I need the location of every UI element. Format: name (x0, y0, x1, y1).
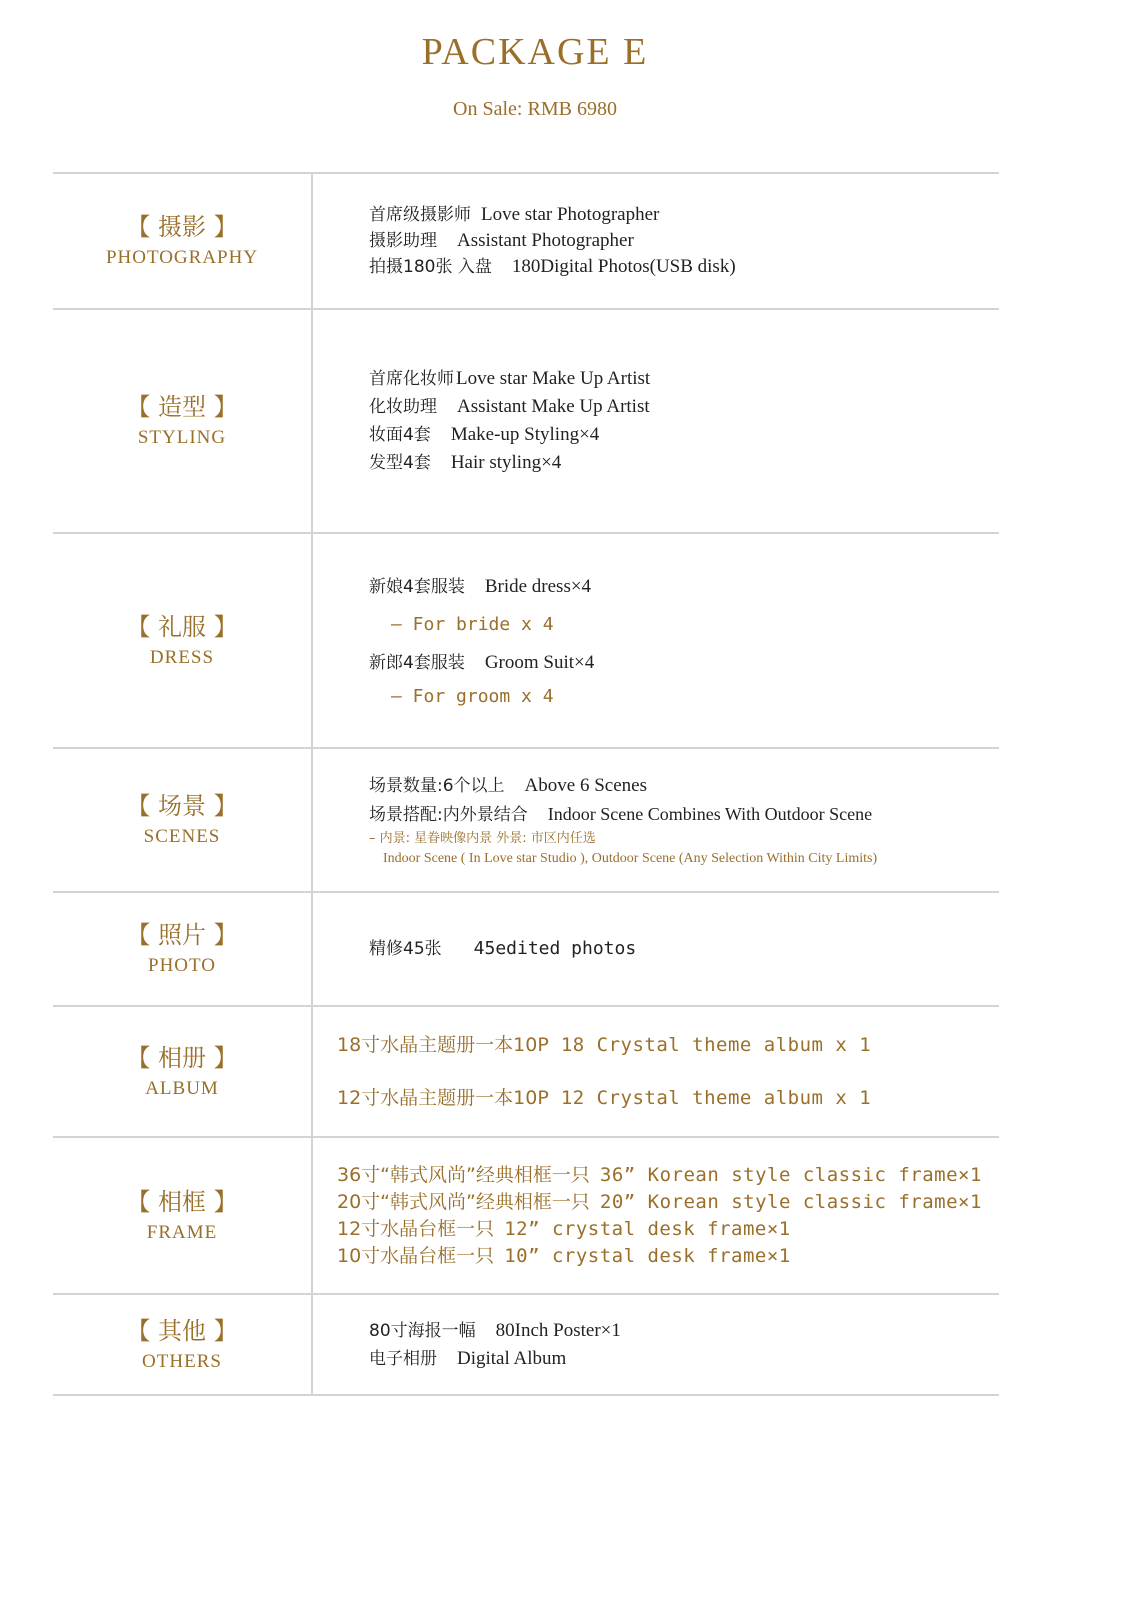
category-cn: 【 场景 】 (126, 792, 238, 820)
category-en: SCENES (143, 826, 221, 847)
label-cell (53, 1138, 313, 1293)
list-item: 18寸水晶主题册一本10P 18 Crystal theme album x 1 (337, 1033, 872, 1056)
price-subtitle: On Sale: RMB 6980 (453, 98, 617, 120)
category-cn: 【 相册 】 (126, 1043, 238, 1072)
category-cn: 【 相框 】 (126, 1187, 238, 1216)
list-item: 12寸水晶主题册一本10P 12 Crystal theme album x 1 (337, 1086, 872, 1109)
list-item: 发型4套 Hair styling×4 (369, 452, 562, 473)
list-item: – For groom x 4 (391, 685, 554, 707)
label-cell (53, 1007, 313, 1136)
list-item: 电子相册 Digital Album (369, 1347, 567, 1369)
content-cell (313, 174, 999, 308)
category-cn: 【 礼服 】 (126, 612, 238, 641)
list-item: 妆面4套 Make-up Styling×4 (369, 424, 600, 445)
row-others (53, 1295, 999, 1396)
list-item: 首席级摄影师 Love star Photographer (369, 204, 660, 225)
list-item: 新郎4套服装 Groom Suit×4 (369, 651, 595, 673)
list-item: 12寸水晶台框一只 12” crystal desk frame×1 (337, 1217, 791, 1240)
label-cell (53, 1295, 313, 1394)
category-en: ALBUM (145, 1077, 219, 1099)
list-item: 36寸“韩式风尚”经典相框一只 36” Korean style classic frame×1 (337, 1163, 982, 1186)
row-scenes (53, 749, 999, 893)
row-frame (53, 1138, 999, 1295)
row-dress (53, 534, 999, 749)
label-cell (53, 174, 313, 308)
label-cell (53, 310, 313, 532)
category-en: FRAME (146, 1221, 218, 1243)
label-cell (53, 749, 313, 891)
list-item: 10寸水晶台框一只 10” crystal desk frame×1 (337, 1244, 791, 1267)
list-item: – For bride x 4 (391, 613, 554, 635)
list-item: 80寸海报一幅 80Inch Poster×1 (369, 1319, 621, 1341)
content-cell (313, 1007, 999, 1136)
content-cell (313, 310, 999, 532)
scene-note-cn: – 内景: 星眷映像内景 外景: 市区内任选 (369, 830, 596, 846)
list-item: 场景数量:6个以上 Above 6 Scenes (369, 774, 647, 796)
package-table (53, 172, 999, 1396)
scene-note-en: Indoor Scene ( In Love star Studio ), Outdoor Scene (Any Selection Within City Limits) (383, 850, 878, 866)
list-item: 场景搭配:内外景结合 Indoor Scene Combines With Outdoor Scene (369, 803, 873, 825)
row-photography (53, 174, 999, 310)
category-cn: 【 其他 】 (126, 1316, 238, 1345)
list-item: 新娘4套服装 Bride dress×4 (369, 575, 592, 597)
page-title: PACKAGE E (421, 31, 649, 73)
label-cell (53, 893, 313, 1005)
category-en: STYLING (137, 427, 227, 448)
row-photo (53, 893, 999, 1007)
category-en: OTHERS (142, 1350, 222, 1372)
list-item: 精修45张 45edited photos (369, 938, 637, 959)
list-item: 拍摄180张 入盘 180Digital Photos(USB disk) (369, 256, 736, 277)
category-en: PHOTO (148, 955, 216, 976)
row-album (53, 1007, 999, 1138)
category-cn: 【 照片 】 (126, 921, 238, 949)
category-cn: 【 造型 】 (126, 393, 238, 421)
content-cell (313, 749, 999, 891)
content-cell (313, 893, 999, 1005)
category-cn: 【 摄影 】 (126, 213, 238, 241)
content-cell (313, 1295, 999, 1394)
category-en: PHOTOGRAPHY (105, 247, 259, 268)
list-item: 20寸“韩式风尚”经典相框一只 20” Korean style classic frame×1 (337, 1190, 982, 1213)
label-cell (53, 534, 313, 747)
list-item: 化妆助理 Assistant Make Up Artist (369, 396, 650, 417)
content-cell (313, 534, 999, 747)
category-en: DRESS (149, 646, 215, 668)
row-styling (53, 310, 999, 534)
list-item: 摄影助理 Assistant Photographer (369, 230, 634, 251)
list-item: 首席化妆师 Love star Make Up Artist (369, 368, 651, 389)
content-cell (313, 1138, 999, 1293)
